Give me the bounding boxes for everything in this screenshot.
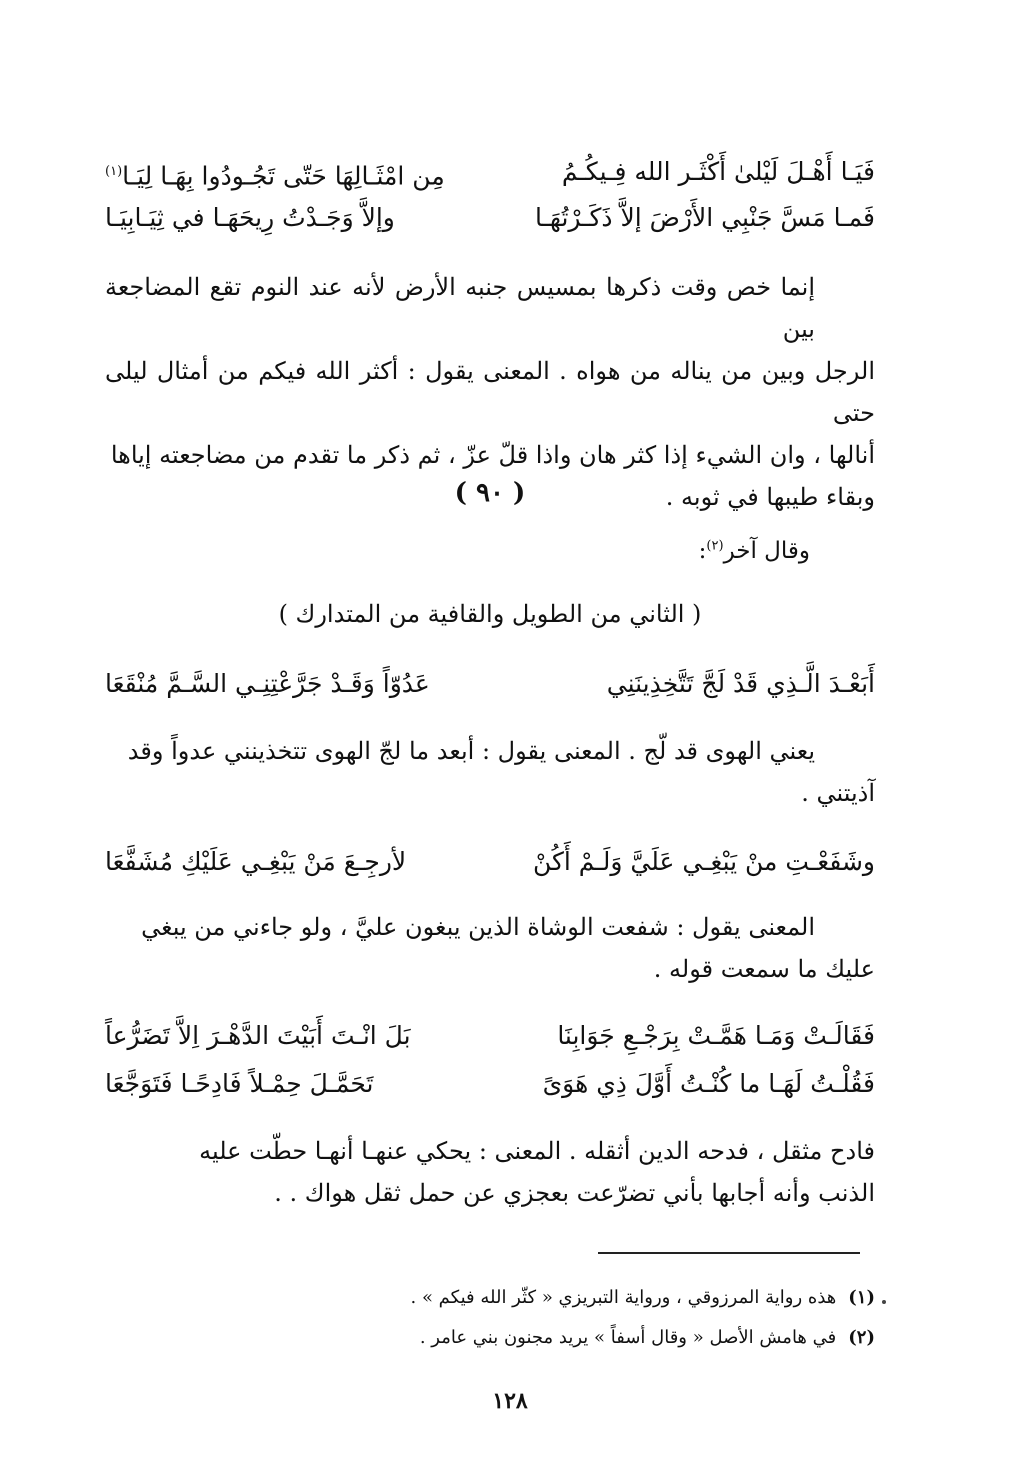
footnote [411, 1284, 876, 1312]
commentary-paragraph [105, 906, 875, 990]
sayer-colon: : [698, 538, 707, 564]
paragraph-line: يعني الهوى قد لّج . المعنى يقول : أبعد ما لجّ الهوى تتخذينني عدواً وقد [127, 737, 815, 765]
verse-hemistich-second: وإلاَّ وَجَـدْتُ رِيحَهَـا في ثِيَـابِيَـا [105, 203, 395, 232]
footnote-divider [598, 1252, 860, 1254]
footnote-text: هذه رواية المرزوقي ، ورواية التبريزي « كثّر الله فيكم » . [410, 1287, 837, 1308]
commentary-paragraph [105, 1130, 875, 1214]
footnote [420, 1324, 875, 1352]
verse-hemistich-second [105, 152, 445, 196]
verse-line [105, 842, 875, 882]
paragraph-line: عليك ما سمعت قوله . [653, 955, 875, 983]
paragraph-line: فادح مثقل ، فدحه الدين أثقله . المعنى : يحكي عنهـا أنهـا حطّت عليه [199, 1137, 875, 1165]
verse-line [105, 664, 875, 704]
footnote-ref: (٢) [706, 538, 724, 554]
section-number: ( ٩٠ ) [454, 478, 526, 508]
commentary-paragraph [105, 730, 875, 814]
poem-introduction [699, 538, 810, 564]
verse-line [105, 198, 875, 238]
verse-hemistich-second: تَحَمَّـلَ حِمْـلاً فَادِحًـا فَتَوَجَّعَا [105, 1069, 374, 1098]
verse-hemistich-text: مِن امْثَـالِهَا حَتّى تَجُـودُوا بِهَـا لِيَـا [122, 161, 445, 191]
paragraph-line: الذنب وأنه أجابها بأني تضرّعت بعجزي عن حمل ثقل هواك . . [274, 1179, 875, 1207]
footnote-text: في هامش الأصل « وقال أسفاً » يريد مجنون بني عامر . [419, 1327, 837, 1348]
verse-line [105, 1016, 875, 1056]
page-number: ١٢٨ [492, 1388, 528, 1414]
paragraph-line: المعنى يقول : شفعت الوشاة الذين يبغون عليَّ ، ولو جاءني من يبغي [141, 913, 815, 941]
footnote-marker: (٢) [848, 1327, 875, 1348]
margin-dot [882, 1300, 886, 1304]
footnote-marker: (١) [848, 1287, 875, 1308]
verse-hemistich-first: فَقَالَـتْ وَمَـا هَمَّـتْ بِرَجْـعِ جَوَابِنَا [557, 1021, 875, 1050]
verse-line [105, 152, 875, 192]
verse-hemistich-second: بَلَ انْـتَ أَبَيْتَ الدَّهْـرَ اِلاَّ تَضَرُّعاً [105, 1021, 411, 1050]
verse-hemistich-first: فَمـا مَسَّ جَنْبِي الأَرْضَ إلاَّ ذَكَـرْتُهَـا [534, 203, 875, 232]
paragraph-line: الرجل وبين من يناله من هواه . المعنى يقول : أكثر الله فيكم من أمثال ليلى حتى [105, 357, 875, 427]
footnote-ref: (١) [105, 164, 123, 179]
sayer-text: وقال آخر [723, 538, 810, 564]
meter-heading: ( الثاني من الطويل والقافية من المتدارك ) [278, 600, 702, 628]
paragraph-line: وبقاء طيبها في ثوبه . [665, 483, 875, 511]
verse-hemistich-first: أَبَعْـدَ الَّـذِي قَدْ لَجَّ تَتَّخِذِينَنِي [606, 669, 875, 698]
verse-hemistich-second: لأرجِـعَ مَنْ يَبْغِـي عَلَيْكِ مُشَفَّعَا [105, 847, 407, 876]
paragraph-line: أنالها ، وان الشيء إذا كثر هان واذا قلّ عزّ ، ثم ذكر ما تقدم من مضاجعته إياها [110, 441, 875, 469]
verse-hemistich-first: فَقُلْـتُ لَهَـا ما كُنْـتُ أَوَّلَ ذِي هَوَىً [542, 1069, 875, 1098]
paragraph-line: إنما خص وقت ذكرها بمسيس جنبه الأرض لأنه عند النوم تقع المضاجعة بين [105, 273, 815, 343]
verse-line [105, 1064, 875, 1104]
verse-hemistich-first: وشَفَعْـتِ منْ يَبْغِـي عَلَيَّ وَلَـمْ أَكُنْ [532, 847, 875, 876]
paragraph-line: آذيتني . [801, 779, 875, 807]
verse-hemistich-first: فَيَـا أَهْـلَ لَيْلىٰ أَكْثَـر الله فِـيكُـمُ [561, 157, 875, 186]
verse-hemistich-second: عَدُوّاً وَقَـدْ جَرَّعْتِنِـي السَّـمَّ مُنْقَعَا [105, 669, 430, 698]
